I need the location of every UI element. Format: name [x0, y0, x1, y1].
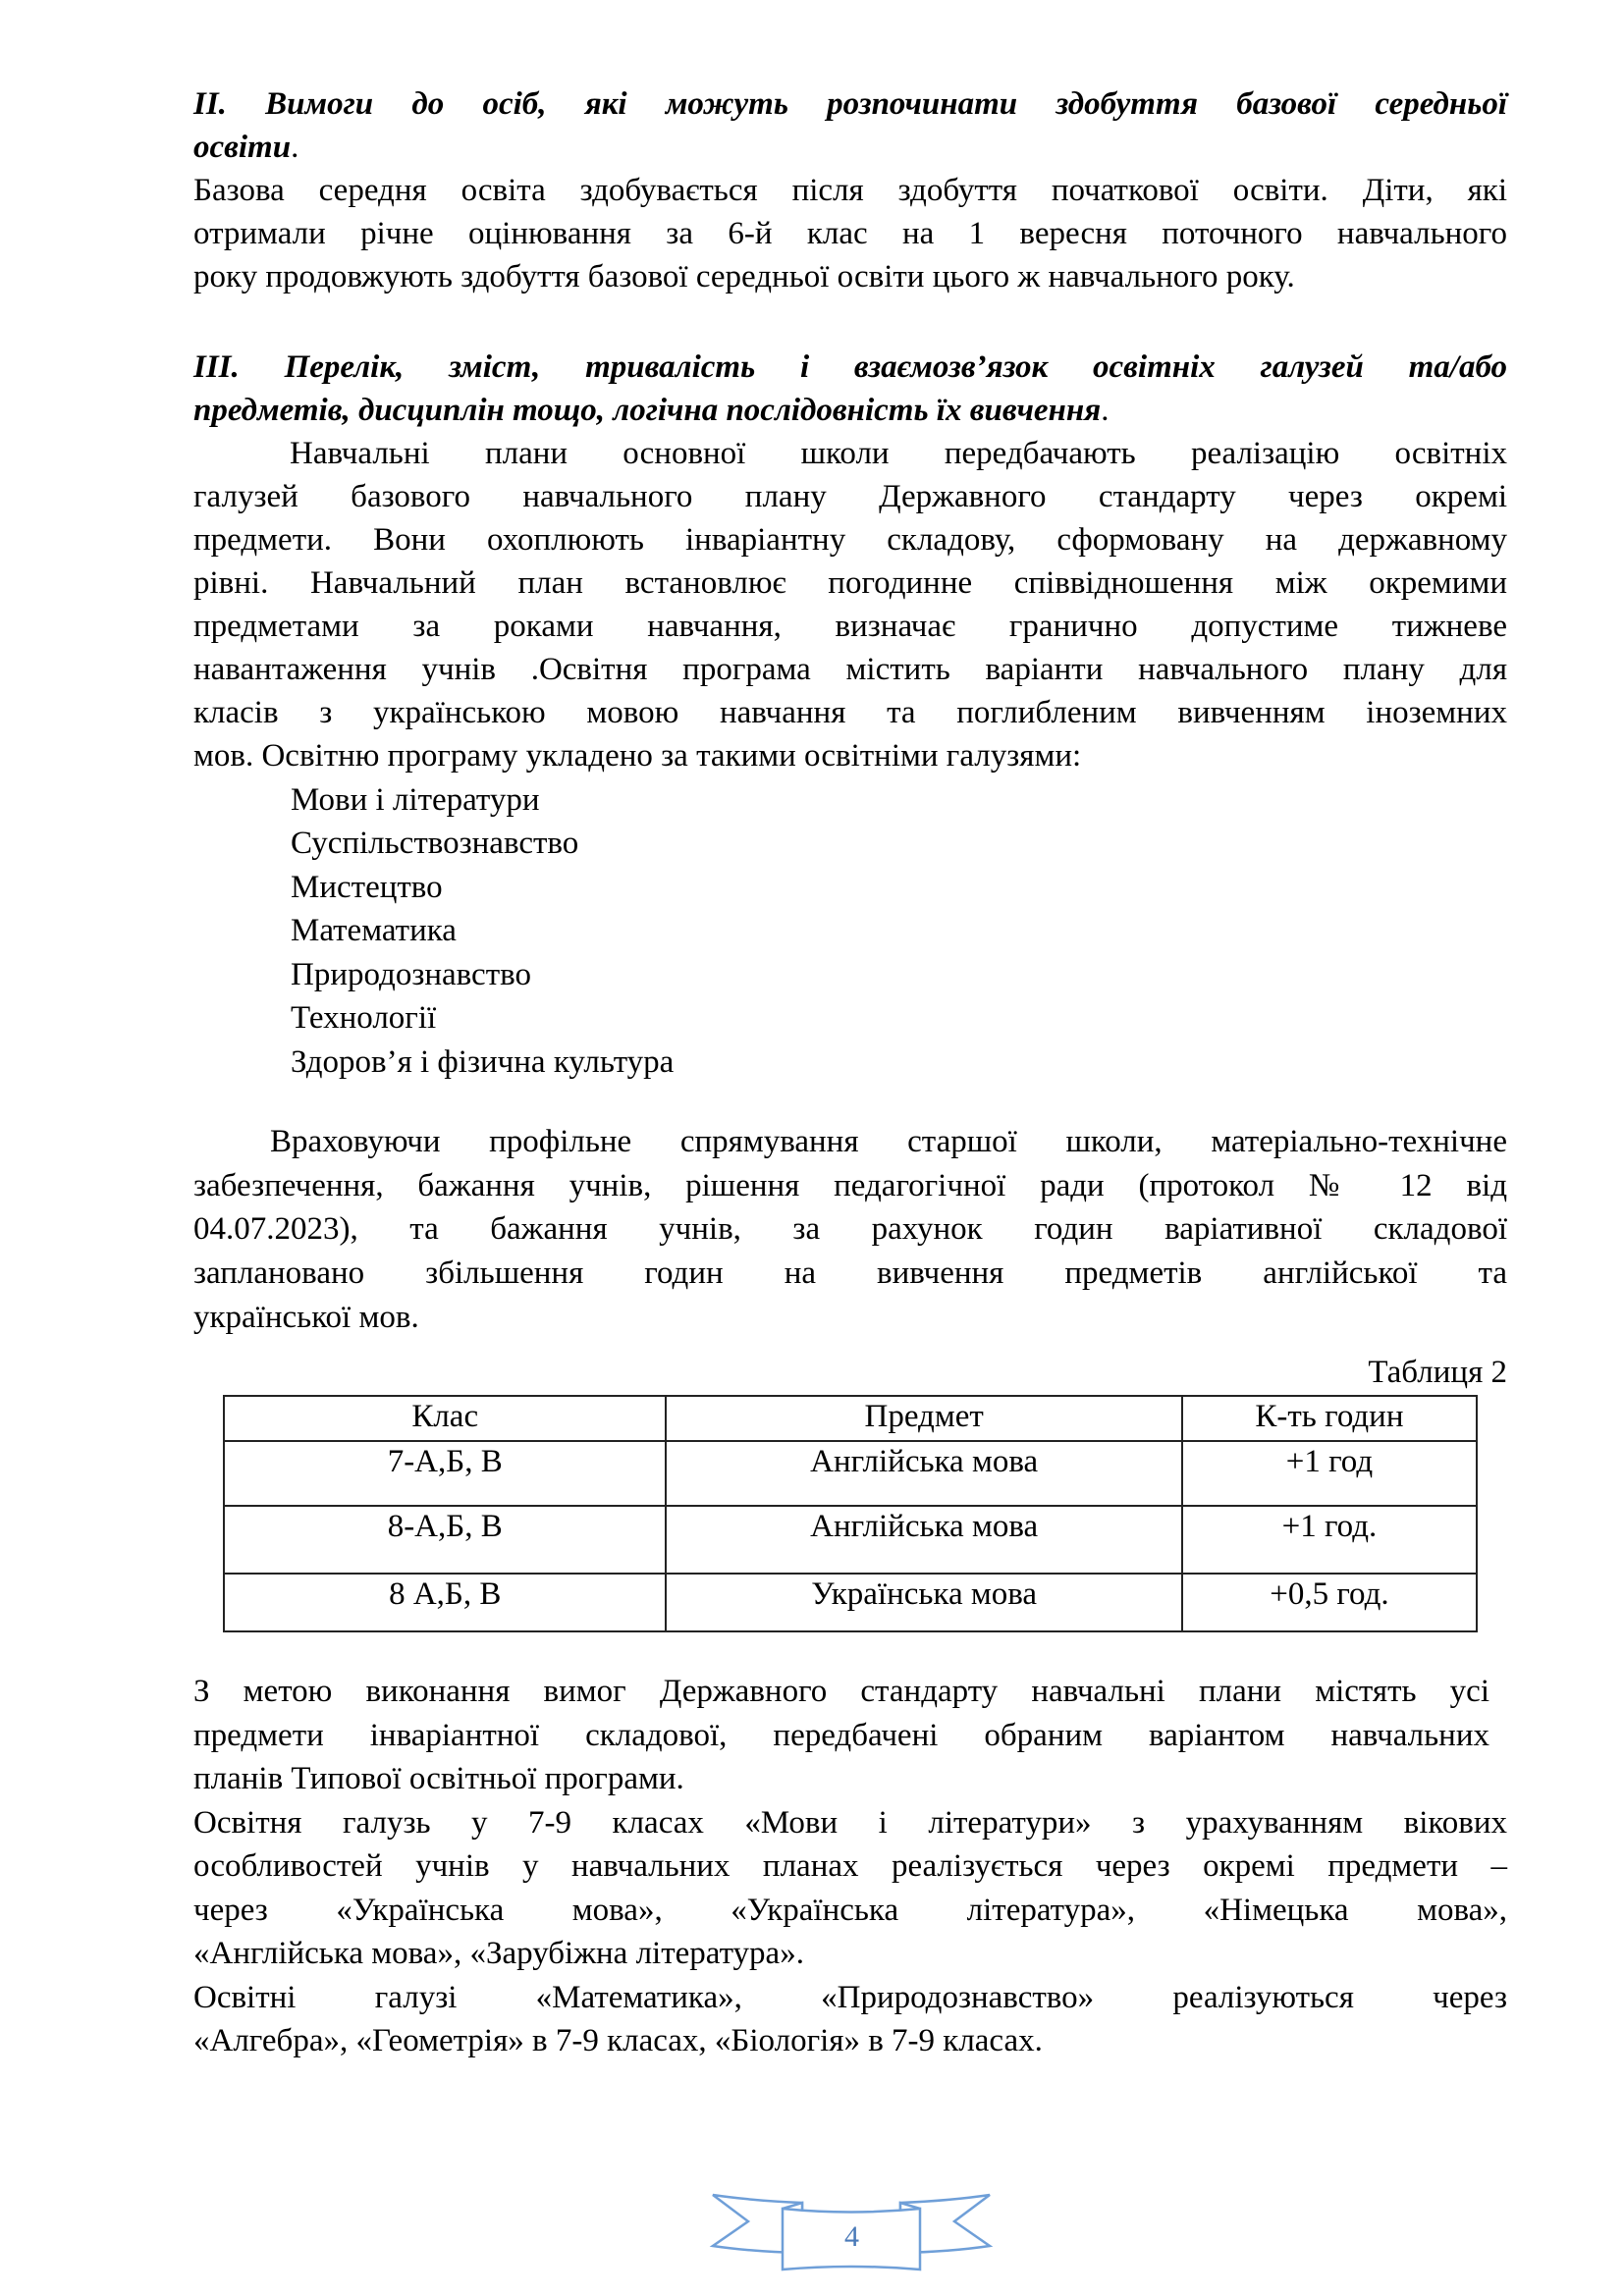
cell-class: 8 А,Б, В	[224, 1574, 666, 1631]
cell-hours: +1 год.	[1182, 1506, 1477, 1574]
section-3-heading-text: предметів, дисциплін тощо, логічна послідовність їх вивчення	[193, 393, 1102, 428]
section-2-body-line: року продовжують здобуття базової середньої освіти цього ж навчального року.	[193, 259, 1295, 294]
cell-class: 8-А,Б, В	[224, 1506, 666, 1574]
table-row	[224, 1441, 1477, 1506]
section-3-body-line: рівні. Навчальний план встановлює погодинне співвідношення між окремими	[193, 565, 1507, 601]
closing-line: предмети інваріантної складової, передбачені обраним варіантом навчальних	[193, 1718, 1489, 1753]
profile-paragraph-line: Враховуючи профільне спрямування старшої школи, матеріально-технічне	[270, 1124, 1507, 1159]
column-header-class: Клас	[224, 1396, 666, 1441]
table-caption: Таблиця 2	[1368, 1355, 1507, 1390]
profile-paragraph-line: забезпечення, бажання учнів, рішення педагогічної ради (протокол № 12 від	[193, 1168, 1507, 1203]
section-2-body-line: отримали річне оцінювання за 6-й клас на 1 вересня поточного навчального	[193, 216, 1507, 251]
table-header-row	[224, 1396, 1477, 1441]
closing-line: планів Типової освітньої програми.	[193, 1761, 684, 1796]
table-row	[224, 1574, 1477, 1631]
section-2-heading-text: освіти	[193, 130, 292, 165]
list-item: Мистецтво	[291, 870, 443, 905]
cell-hours: +0,5 год.	[1182, 1574, 1477, 1631]
section-3-heading-line-1: III. Перелік, зміст, тривалість і взаємозв’язок освітніх галузей та/або	[193, 349, 1507, 385]
list-item: Математика	[291, 913, 457, 948]
cell-subject: Англійська мова	[666, 1506, 1181, 1574]
profile-paragraph-line: української мов.	[193, 1300, 419, 1335]
closing-line: «Алгебра», «Геометрія» в 7-9 класах, «Біологія» в 7-9 класах.	[193, 2023, 1043, 2058]
section-3-body-line: галузей базового навчального плану Державного стандарту через окремі	[193, 479, 1507, 514]
closing-line: особливостей учнів у навчальних планах реалізується через окремі предмети –	[193, 1848, 1507, 1884]
profile-paragraph-line: 04.07.2023), та бажання учнів, за рахунок годин варіативної складової	[193, 1211, 1507, 1247]
list-item: Здоров’я і фізична культура	[291, 1044, 675, 1080]
section-3-body-line: мов. Освітню програму укладено за такими освітніми галузями:	[193, 738, 1082, 774]
profile-paragraph-line: заплановано збільшення годин на вивчення предметів англійської та	[193, 1255, 1507, 1291]
closing-line: Освітні галузі «Математика», «Природознавство» реалізуються через	[193, 1980, 1507, 2015]
table-row	[224, 1506, 1477, 1574]
closing-line: через «Українська мова», «Українська література», «Німецька мова»,	[193, 1893, 1507, 1928]
cell-subject: Англійська мова	[666, 1441, 1181, 1506]
heading-period: .	[1101, 393, 1110, 428]
cell-class: 7-А,Б, В	[224, 1441, 666, 1506]
list-item: Технології	[291, 1000, 437, 1036]
cell-hours: +1 год	[1182, 1441, 1477, 1506]
section-3-body-line: класів з українською мовою навчання та поглибленим вивченням іноземних	[193, 695, 1507, 730]
section-3-body-line: предметами за роками навчання, визначає гранично допустиме тижневе	[193, 609, 1507, 644]
section-2-heading-line-2	[193, 126, 1507, 169]
section-2-heading-line-1: II. Вимоги до осіб, які можуть розпочинати здобуття базової середньої	[193, 86, 1507, 122]
list-item: Мови і літератури	[291, 782, 540, 818]
closing-line: Освітня галузь у 7-9 класах «Мови і літератури» з урахуванням вікових	[193, 1805, 1507, 1841]
section-3-body-line: Навчальні плани основної школи передбачають реалізацію освітніх	[290, 436, 1507, 471]
page-number: 4	[844, 2220, 859, 2253]
list-item: Суспільствознавство	[291, 826, 579, 861]
column-header-hours: К-ть годин	[1182, 1396, 1477, 1441]
section-3-body-line: предмети. Вони охоплюють інваріантну складову, сформовану на державному	[193, 522, 1507, 558]
section-2-body-line: Базова середня освіта здобувається після здобуття початкової освіти. Діти, які	[193, 173, 1507, 208]
list-item: Природознавство	[291, 957, 531, 992]
cell-subject: Українська мова	[666, 1574, 1181, 1631]
heading-period: .	[291, 130, 299, 165]
section-3-body-line: навантаження учнів .Освітня програма містить варіанти навчального плану для	[193, 652, 1507, 687]
section-3-heading-line-2	[193, 389, 1507, 432]
closing-line: «Англійська мова», «Зарубіжна література».	[193, 1936, 804, 1971]
column-header-subject: Предмет	[666, 1396, 1181, 1441]
closing-line: З метою виконання вимог Державного стандарту навчальні плани містять усі	[193, 1674, 1489, 1709]
hours-table	[223, 1395, 1478, 1632]
